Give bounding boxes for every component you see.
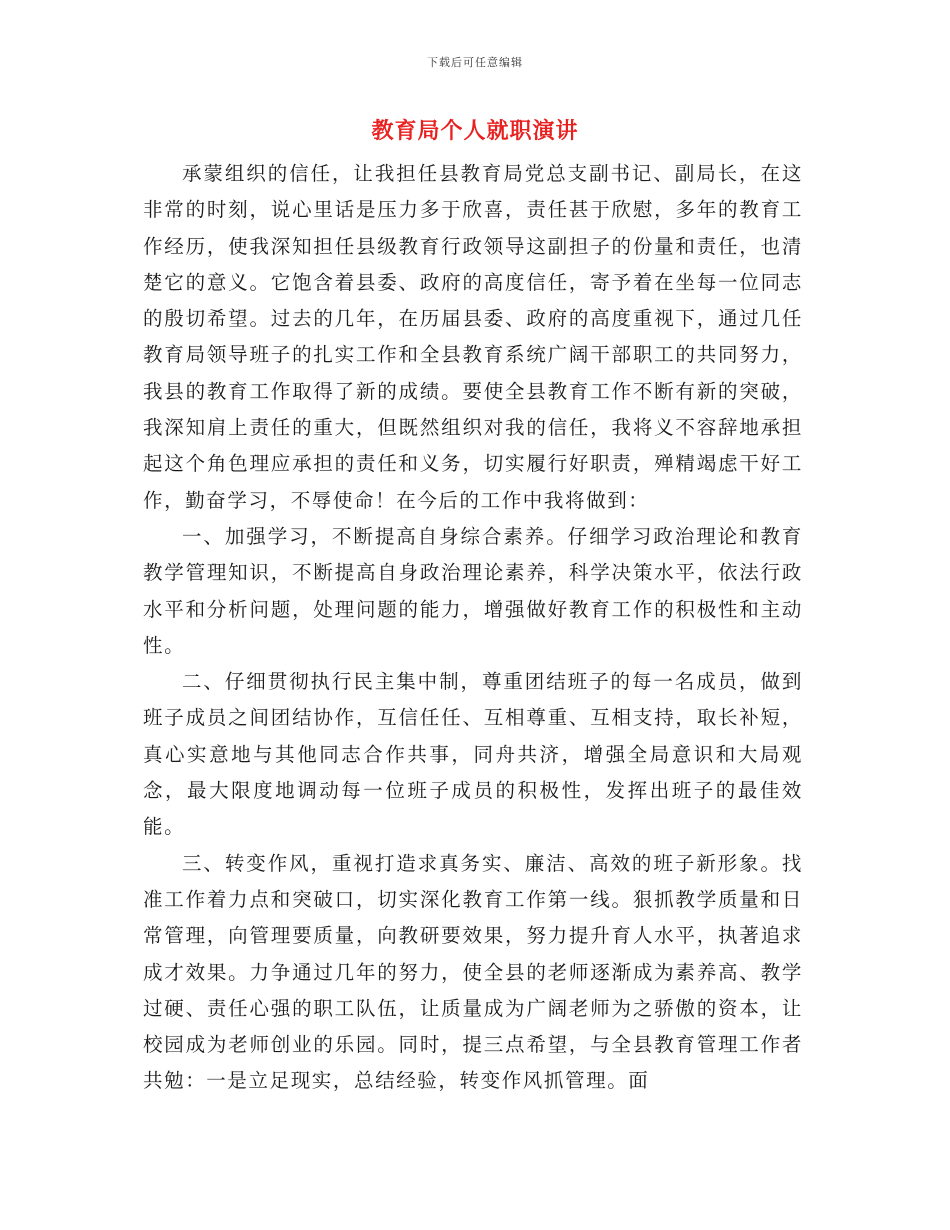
document-title: 教育局个人就职演讲 [371,118,579,144]
document-body [143,156,803,1100]
paragraph-point-one: 一、加强学习，不断提高自身综合素养。仔细学习政治理论和教育教学管理知识，不断提高自身政治理论素养，科学决策水平，依法行政水平和分析问题，处理问题的能力，增强做好教育工作的积极性和主动性。 [143,524,803,657]
header-note: 下载后可任意编辑 [427,56,523,69]
paragraph-intro: 承蒙组织的信任，让我担任县教育局党总支副书记、副局长，在这非常的时刻，说心里话是压力多于欣喜，责任甚于欣慰，多年的教育工作经历，使我深知担任县级教育行政领导这副担子的份量和责任，也清楚它的意义。它饱含着县委、政府的高度信任，寄予着在坐每一位同志的殷切希望。过去的几年，在历届县委、政府的高度重视下，通过几任教育局领导班子的扎实工作和全县教育系统广阔干部职工的共同努力，我县的教育工作取得了新的成绩。要使全县教育工作不断有新的突破，我深知肩上责任的重大，但既然组织对我的信任，我将义不容辞地承担起这个角色理应承担的责任和义务，切实履行好职责，殚精竭虑干好工作，勤奋学习，不辱使命！在今后的工作中我将做到： [143,162,803,512]
paragraph-point-two: 二、仔细贯彻执行民主集中制，尊重团结班子的每一名成员，做到班子成员之间团结协作，互信任任、互相尊重、互相支持，取长补短，真心实意地与其他同志合作共事，同舟共济，增强全局意识和大局观念，最大限度地调动每一位班子成员的积极性，发挥出班子的最佳效能。 [143,670,803,839]
paragraph-point-three: 三、转变作风，重视打造求真务实、廉洁、高效的班子新形象。找准工作着力点和突破口，切实深化教育工作第一线。狠抓教学质量和日常管理，向管理要质量，向教研要效果，努力提升育人水平，执著追求成才效果。力争通过几年的努力，使全县的老师逐渐成为素养高、教学过硬、责任心强的职工队伍，让质量成为广阔老师为之骄傲的资本，让校园成为老师创业的乐园。同时，提三点希望，与全县教育管理工作者共勉：一是立足现实，总结经验，转变作风抓管理。面 [143,851,803,1093]
